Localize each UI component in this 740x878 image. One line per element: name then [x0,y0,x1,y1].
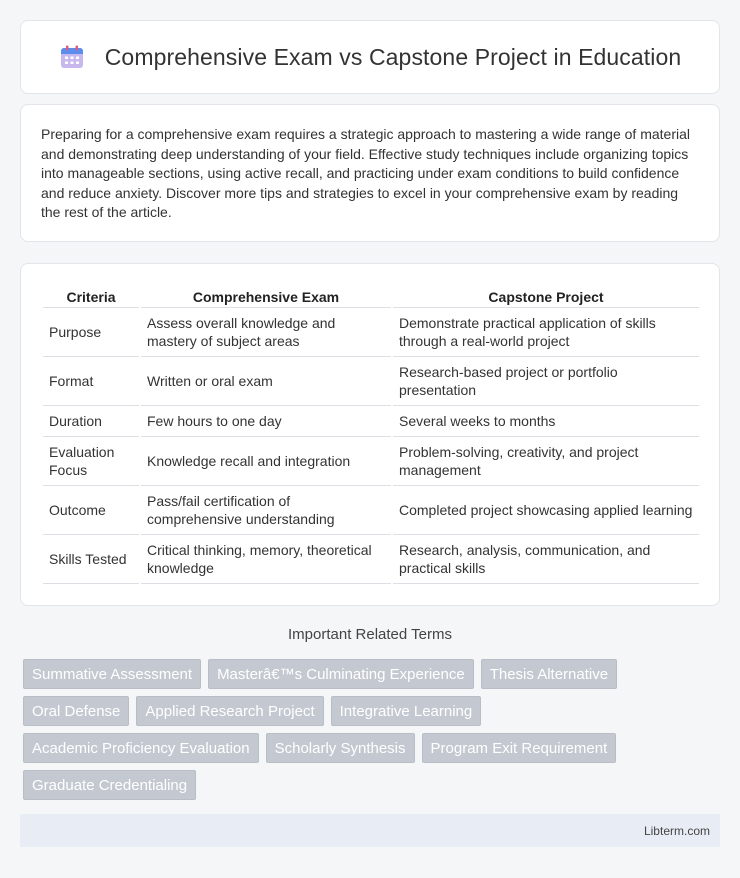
header-criteria: Criteria [43,284,139,308]
comparison-card [20,263,720,606]
calendar-icon [59,44,85,70]
table-row [43,535,699,584]
term-tag[interactable]: Summative Assessment [23,659,201,689]
term-tag[interactable]: Scholarly Synthesis [266,733,415,763]
intro-card [20,104,720,242]
header-card [20,20,720,94]
table-header-row [43,284,699,308]
term-tag[interactable]: Applied Research Project [136,696,323,726]
cell-exam: Few hours to one day [141,406,391,437]
cell-exam: Pass/fail certification of comprehensive understanding [141,486,391,535]
table-row [43,308,699,357]
table-row [43,437,699,486]
term-tag[interactable]: Graduate Credentialing [23,770,196,800]
cell-exam: Critical thinking, memory, theoretical knowledge [141,535,391,584]
cell-capstone: Several weeks to months [393,406,699,437]
cell-criteria: Outcome [43,486,139,535]
table-row [43,406,699,437]
cell-criteria: Duration [43,406,139,437]
cell-criteria: Evaluation Focus [43,437,139,486]
term-tag[interactable]: Oral Defense [23,696,129,726]
related-terms-list [23,659,723,800]
term-tag[interactable]: Masterâ€™s Culminating Experience [208,659,474,689]
table-row [43,486,699,535]
cell-capstone: Research, analysis, communication, and practical skills [393,535,699,584]
footer-site-link[interactable]: Libterm.com [643,823,710,838]
term-tag[interactable]: Program Exit Requirement [422,733,617,763]
term-tag[interactable]: Integrative Learning [331,696,482,726]
cell-capstone: Problem-solving, creativity, and project management [393,437,699,486]
cell-exam: Assess overall knowledge and mastery of subject areas [141,308,391,357]
cell-exam: Knowledge recall and integration [141,437,391,486]
cell-exam: Written or oral exam [141,357,391,406]
cell-criteria: Skills Tested [43,535,139,584]
header-capstone-project: Capstone Project [393,284,699,308]
page-title: Comprehensive Exam vs Capstone Project in Education [104,43,682,70]
table-row [43,357,699,406]
header-comprehensive-exam: Comprehensive Exam [141,284,391,308]
term-tag[interactable]: Thesis Alternative [481,659,617,689]
cell-criteria: Format [43,357,139,406]
intro-paragraph: Preparing for a comprehensive exam requires a strategic approach to mastering a wide range of material and demonstrating deep understanding of your field. Effective study techniques include organizing topics into manageable sections, using active recall, and practicing under exam conditions to build confidence and reduce anxiety. Discover more tips and strategies to excel in your comprehensive exam by reading the rest of the article. [41,126,690,221]
cell-criteria: Purpose [43,308,139,357]
cell-capstone: Research-based project or portfolio presentation [393,357,699,406]
comparison-table [41,284,701,584]
cell-capstone: Completed project showcasing applied learning [393,486,699,535]
cell-capstone: Demonstrate practical application of skills through a real-world project [393,308,699,357]
footer [20,814,720,847]
term-tag[interactable]: Academic Proficiency Evaluation [23,733,259,763]
related-terms-title: Important Related Terms [288,626,452,643]
